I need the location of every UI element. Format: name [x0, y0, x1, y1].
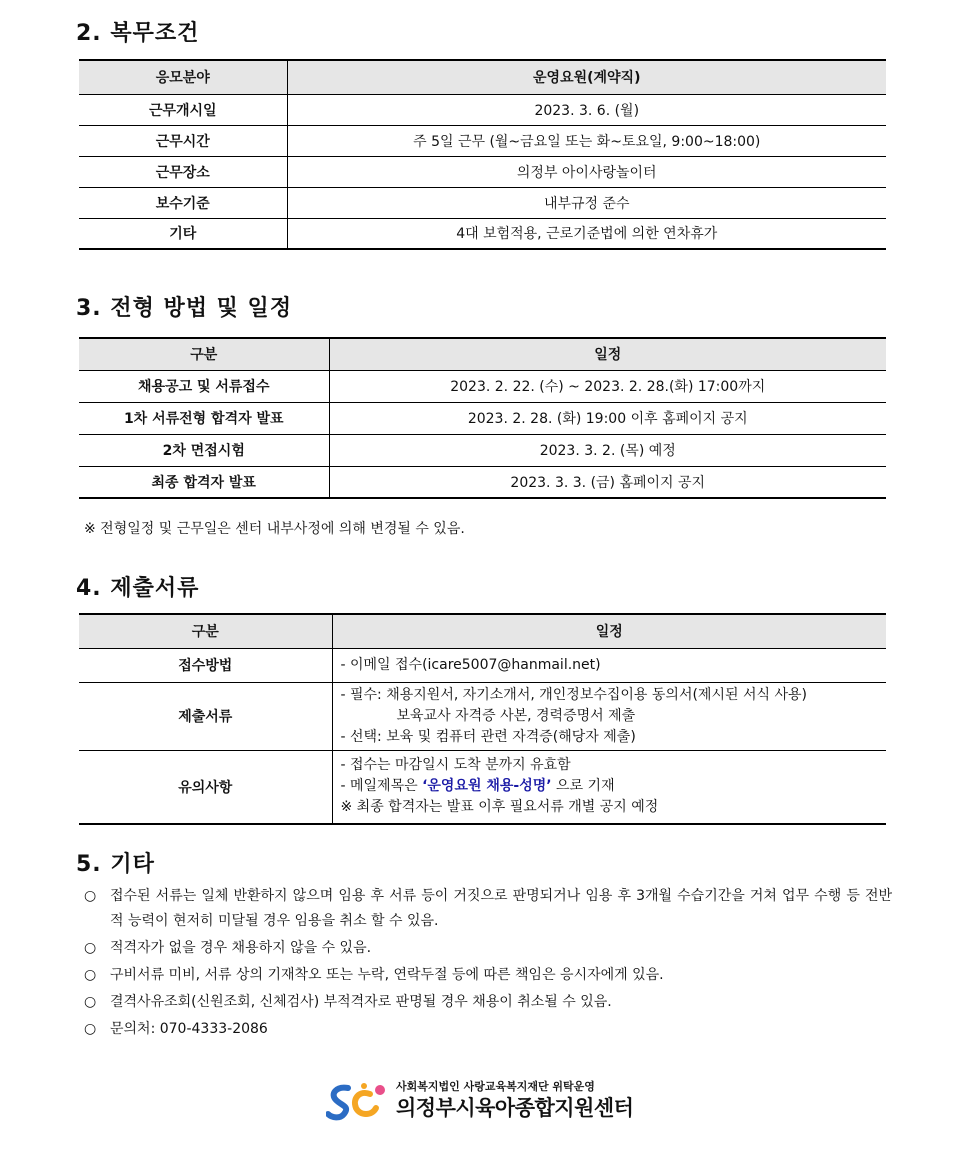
row-label-start-date: 근무개시일: [79, 94, 287, 125]
list-item-text: 문의처: 070-4333-2086: [110, 1021, 268, 1037]
mail-subject-highlight: ‘운영요원 채용-성명’: [422, 778, 552, 795]
row-value-notes: [332, 750, 886, 824]
row-label-workplace: 근무장소: [79, 156, 287, 187]
row-label-other: 기타: [79, 218, 287, 249]
selection-schedule-table: [79, 337, 886, 499]
row-label-notes: 유의사항: [79, 750, 332, 824]
list-item: [84, 963, 892, 988]
other-list: [84, 884, 892, 1044]
section-3-title: 3. 전형 방법 및 일정: [76, 296, 293, 321]
row-label-work-hours: 근무시간: [79, 125, 287, 156]
notes-deadline: - 접수는 마감일시 도착 분까지 유효함: [340, 757, 571, 774]
list-item: [84, 884, 892, 934]
header-schedule: 일정: [332, 614, 886, 648]
list-item-text: 구비서류 미비, 서류 상의 기재착오 또는 누락, 연락두절 등에 따른 책임은 응시자에게 있음.: [110, 967, 664, 983]
list-item: [84, 1017, 892, 1042]
row-label-documents: 제출서류: [79, 682, 332, 750]
center-name: 의정부시육아종합지원센터: [396, 1096, 634, 1120]
documents-required-cont: 보육교사 자격증 사본, 경력증명서 제출: [396, 707, 636, 724]
row-value-workplace: 의정부 아이사랑놀이터: [287, 156, 886, 187]
list-item-text: 접수된 서류는 일체 반환하지 않으며 임용 후 서류 등이 거짓으로 판명되거나 임용 후 3개월 수습기간을 거쳐 업무 수행 등 전반적 능력이 현저히 미달될 경우 임용을 취소 할 수 있음.: [110, 888, 892, 929]
row-value-first-result: 2023. 2. 28. (화) 19:00 이후 홈페이지 공지: [329, 402, 886, 434]
work-conditions-table: [79, 59, 886, 250]
section-5-title: 5. 기타: [76, 852, 155, 877]
list-item: [84, 990, 892, 1015]
row-label-salary: 보수기준: [79, 187, 287, 218]
row-value-announcement: 2023. 2. 22. (수) ~ 2023. 2. 28.(화) 17:00까지: [329, 370, 886, 402]
circle-bullet-icon: ○: [84, 940, 97, 956]
row-label-interview: 2차 면접시험: [79, 434, 329, 466]
list-item-text: 적격자가 없을 경우 채용하지 않을 수 있음.: [110, 940, 372, 956]
circle-bullet-icon: ○: [84, 994, 97, 1010]
circle-bullet-icon: ○: [84, 888, 97, 904]
row-label-method: 접수방법: [79, 648, 332, 682]
circle-bullet-icon: ○: [84, 1021, 97, 1037]
foundation-subtitle: 사회복지법인 사랑교육복지재단 위탁운영: [396, 1080, 595, 1093]
documents-required: - 필수: 채용지원서, 자기소개서, 개인정보수집이용 동의서(제시된 서식 사용): [340, 686, 807, 703]
row-value-documents: [332, 682, 886, 750]
row-value-start-date: 2023. 3. 6. (월): [287, 94, 886, 125]
list-item-text: 결격사유조회(신원조회, 신체검사) 부적격자로 판명될 경우 채용이 취소될 수 있음.: [110, 994, 612, 1010]
center-logo-icon: [326, 1080, 392, 1122]
header-category: 구분: [79, 338, 329, 370]
row-label-announcement: 채용공고 및 서류접수: [79, 370, 329, 402]
row-label-final-result: 최종 합격자 발표: [79, 466, 329, 498]
mail-subject-suffix: 으로 기재: [551, 778, 615, 795]
documents-optional: - 선택: 보육 및 컴퓨터 관련 자격증(해당자 제출): [340, 728, 636, 745]
header-field: 응모분야: [79, 60, 287, 94]
row-value-salary: 내부규정 준수: [287, 187, 886, 218]
documents-table: [79, 613, 886, 825]
row-value-work-hours: 주 5일 근무 (월~금요일 또는 화~토요일, 9:00~18:00): [287, 125, 886, 156]
row-value-method: - 이메일 접수(icare5007@hanmail.net): [332, 648, 886, 682]
header-category: 구분: [79, 614, 332, 648]
row-value-interview: 2023. 3. 2. (목) 예정: [329, 434, 886, 466]
section-2-title: 2. 복무조건: [76, 21, 200, 46]
row-label-first-result: 1차 서류전형 합격자 발표: [79, 402, 329, 434]
list-item: [84, 936, 892, 961]
header-position: 운영요원(계약직): [287, 60, 886, 94]
notes-mail-subject: [341, 776, 887, 797]
row-value-final-result: 2023. 3. 3. (금) 홈페이지 공지: [329, 466, 886, 498]
center-logo: [326, 1078, 656, 1124]
schedule-note: ※ 전형일정 및 근무일은 센터 내부사정에 의해 변경될 수 있음.: [84, 521, 465, 537]
mail-subject-prefix: - 메일제목은: [340, 778, 423, 795]
notes-final: ※ 최종 합격자는 발표 이후 필요서류 개별 공지 예정: [340, 799, 659, 816]
header-schedule: 일정: [329, 338, 886, 370]
circle-bullet-icon: ○: [84, 967, 97, 983]
section-4-title: 4. 제출서류: [76, 576, 200, 601]
row-value-other: 4대 보험적용, 근로기준법에 의한 연차휴가: [287, 218, 886, 249]
